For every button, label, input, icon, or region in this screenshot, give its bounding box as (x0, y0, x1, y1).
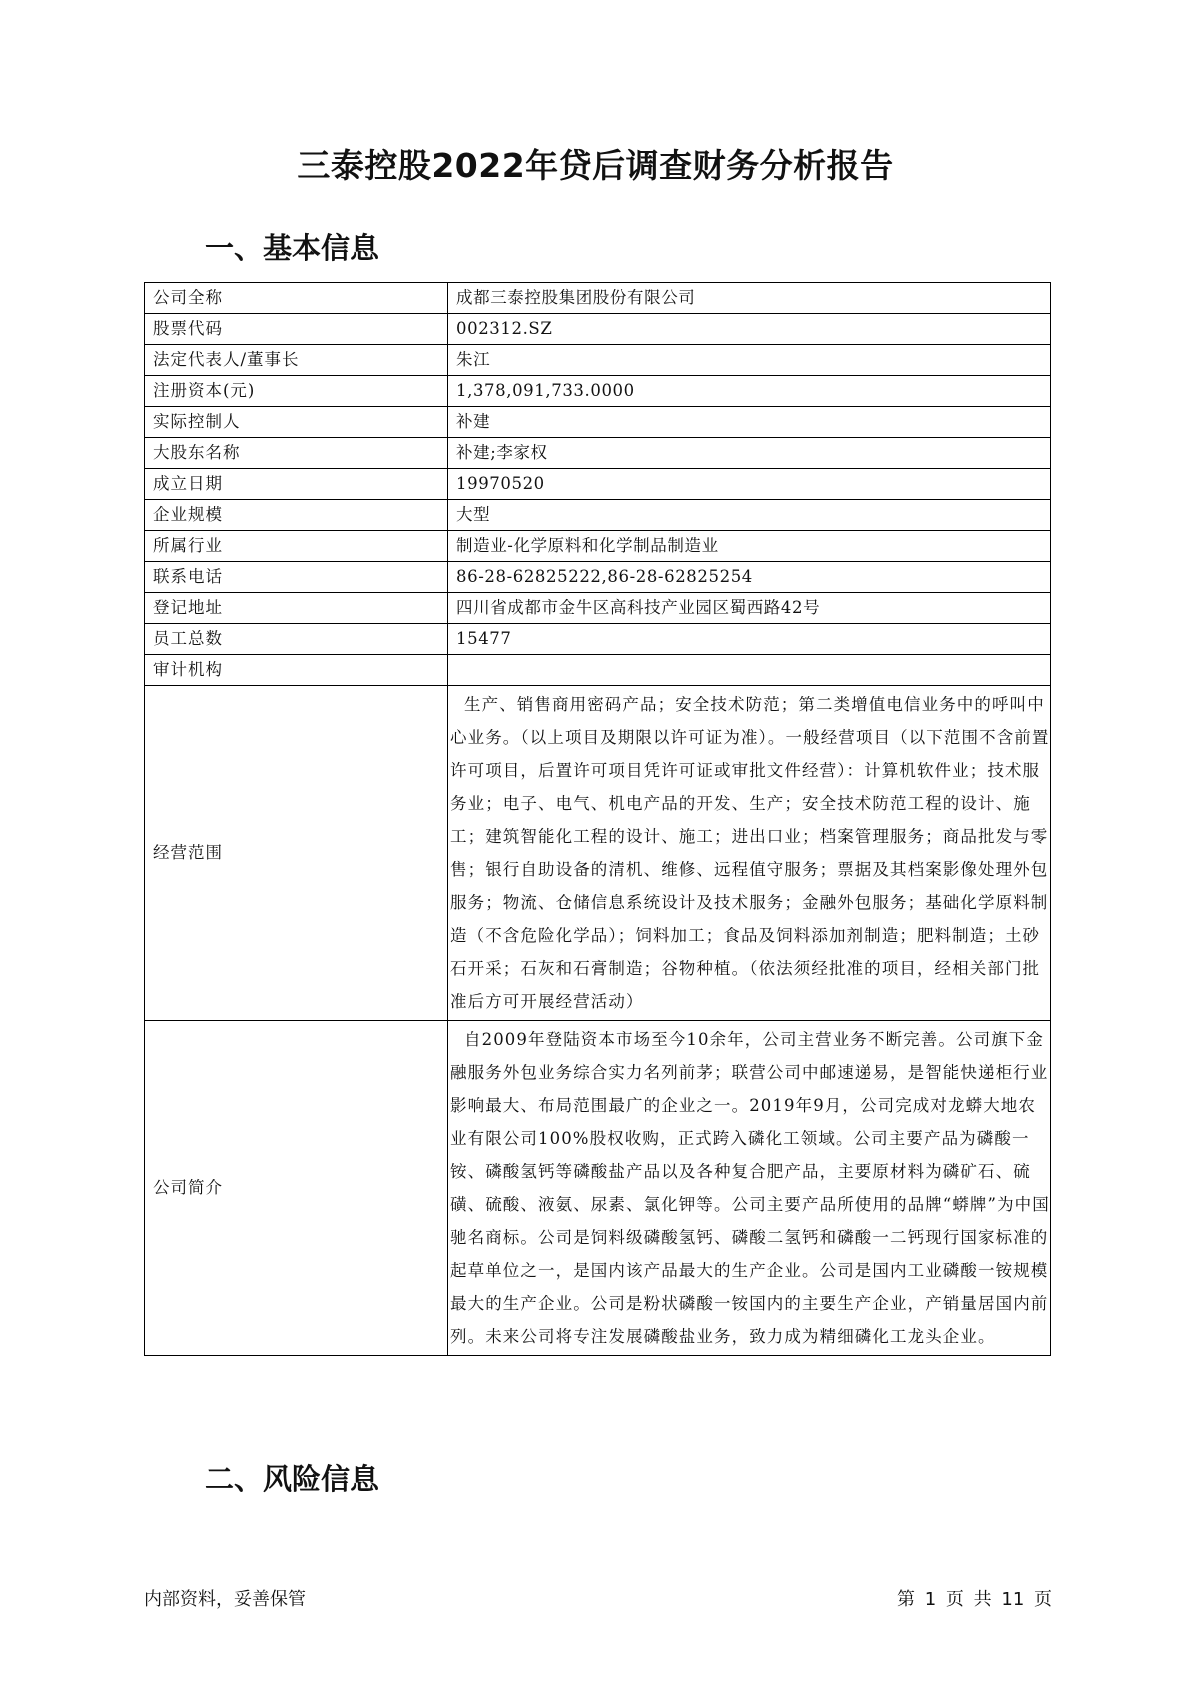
row-label: 股票代码 (145, 314, 448, 345)
row-label: 审计机构 (145, 655, 448, 686)
table-row (145, 624, 1051, 655)
business-scope-text: 生产、销售商用密码产品；安全技术防范；第二类增值电信业务中的呼叫中心业务。（以上项目及期限以许可证为准）。一般经营项目（以下范围不含前置许可项目，后置许可项目凭许可证或审批文件经营）：计算机软件业；技术服务业；电子、电气、机电产品的开发、生产；安全技术防范工程的设计、施工；建筑智能化工程的设计、施工；进出口业；档案管理服务；商品批发与零售；银行自助设备的清机、维修、远程值守服务；票据及其档案影像处理外包服务；物流、仓储信息系统设计及技术服务；金融外包服务；基础化学原料制造（不含危险化学品）；饲料加工；食品及饲料添加剂制造；肥料制造；土砂石开采；石灰和石膏制造；谷物种植。（依法须经批准的项目，经相关部门批准后方可开展经营活动） (448, 686, 1051, 1021)
report-title: 三泰控股2022年贷后调查财务分析报告 (297, 146, 894, 185)
row-label: 公司全称 (145, 283, 448, 314)
row-label: 实际控制人 (145, 407, 448, 438)
table-row (145, 531, 1051, 562)
table-row (145, 283, 1051, 314)
row-value: 成都三泰控股集团股份有限公司 (448, 283, 1051, 314)
row-value: 19970520 (448, 469, 1051, 500)
row-value: 002312.SZ (448, 314, 1051, 345)
section-heading-risk-info: 二、风险信息 (205, 1462, 380, 1496)
row-value: 四川省成都市金牛区高科技产业园区蜀西路42号 (448, 593, 1051, 624)
row-label: 登记地址 (145, 593, 448, 624)
row-value: 1,378,091,733.0000 (448, 376, 1051, 407)
row-label: 联系电话 (145, 562, 448, 593)
table-row (145, 655, 1051, 686)
company-profile-row (145, 1021, 1051, 1356)
row-label: 注册资本(元) (145, 376, 448, 407)
row-value (448, 655, 1051, 686)
company-profile-label: 公司简介 (145, 1021, 448, 1356)
row-value: 补建;李家权 (448, 438, 1051, 469)
row-label: 法定代表人/董事长 (145, 345, 448, 376)
row-value: 大型 (448, 500, 1051, 531)
section-heading-basic-info: 一、基本信息 (205, 231, 380, 265)
footer-page-number: 第 1 页 共 11 页 (897, 1589, 1052, 1610)
row-label: 员工总数 (145, 624, 448, 655)
basic-info-table (144, 282, 1051, 1356)
row-label: 大股东名称 (145, 438, 448, 469)
table-row (145, 407, 1051, 438)
table-row (145, 345, 1051, 376)
row-label: 所属行业 (145, 531, 448, 562)
table-row (145, 500, 1051, 531)
row-value: 补建 (448, 407, 1051, 438)
footer-confidential-note: 内部资料，妥善保管 (144, 1589, 306, 1610)
table-row (145, 469, 1051, 500)
company-profile-text: 自2009年登陆资本市场至今10余年，公司主营业务不断完善。公司旗下金融服务外包业务综合实力名列前茅；联营公司中邮速递易，是智能快递柜行业影响最大、布局范围最广的企业之一。2019年9月，公司完成对龙蟒大地农业有限公司100%股权收购，正式跨入磷化工领域。公司主要产品为磷酸一铵、磷酸氢钙等磷酸盐产品以及各种复合肥产品，主要原材料为磷矿石、硫磺、硫酸、液氨、尿素、氯化钾等。公司主要产品所使用的品牌“蟒牌”为中国驰名商标。公司是饲料级磷酸氢钙、磷酸二氢钙和磷酸一二钙现行国家标准的起草单位之一，是国内该产品最大的生产企业。公司是国内工业磷酸一铵规模最大的生产企业。公司是粉状磷酸一铵国内的主要生产企业，产销量居国内前列。未来公司将专注发展磷酸盐业务，致力成为精细磷化工龙头企业。 (448, 1021, 1051, 1356)
row-value: 15477 (448, 624, 1051, 655)
row-value: 制造业-化学原料和化学制品制造业 (448, 531, 1051, 562)
table-row (145, 438, 1051, 469)
business-scope-label: 经营范围 (145, 686, 448, 1021)
business-scope-row (145, 686, 1051, 1021)
row-label: 成立日期 (145, 469, 448, 500)
table-row (145, 593, 1051, 624)
row-label: 企业规模 (145, 500, 448, 531)
table-row (145, 562, 1051, 593)
table-row (145, 314, 1051, 345)
row-value: 朱江 (448, 345, 1051, 376)
table-row (145, 376, 1051, 407)
row-value: 86-28-62825222,86-28-62825254 (448, 562, 1051, 593)
